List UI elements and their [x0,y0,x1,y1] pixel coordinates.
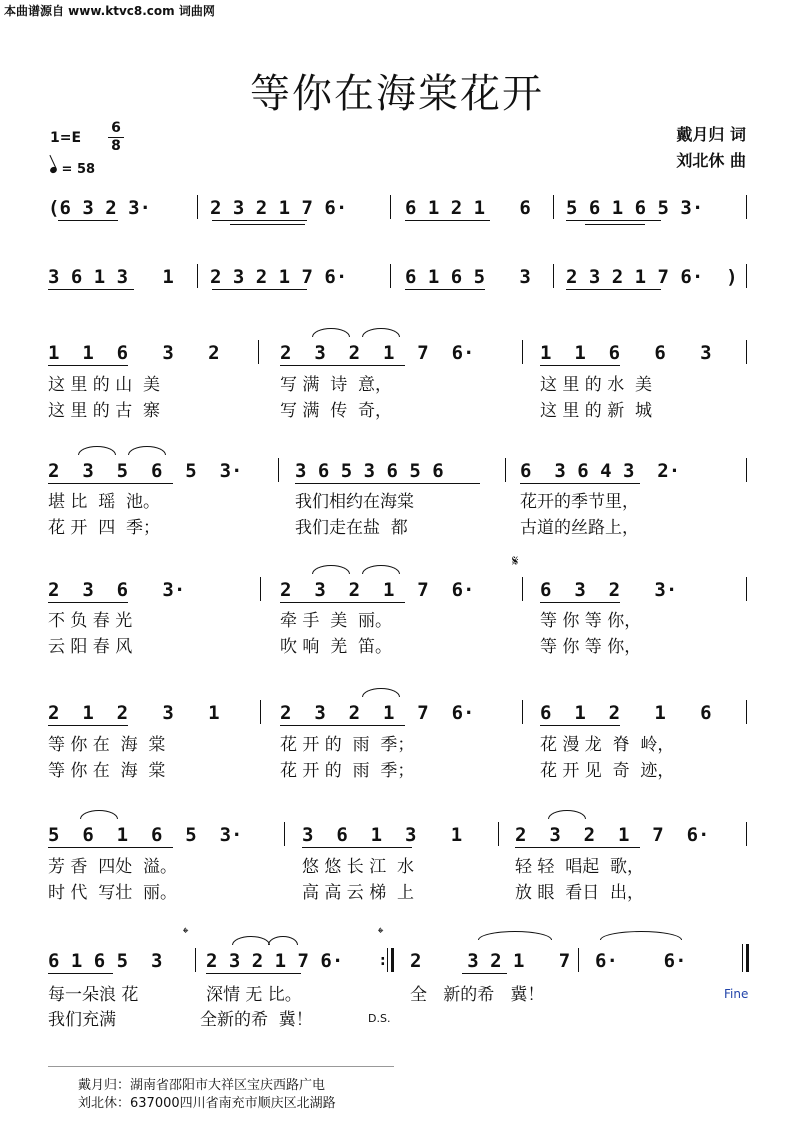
lyric-line-2: 我们走在盐 都 [295,518,408,538]
lyric-line-2: 全新的希 冀！ [200,1010,313,1030]
lyric-line-2: 等 你 在 海 棠 [48,761,166,781]
measure-notes: 2 3 2 1 7 6· [280,702,475,724]
bar-line [390,264,391,288]
slur [362,688,400,697]
bar-line [258,340,259,364]
lyric-line-1: 花 开 的 雨 季； [280,735,415,755]
lyric-line-1: 悠 悠 长 江 水 [302,857,415,877]
bar-line [278,458,279,482]
beam-line [405,289,485,290]
measure-notes: 3 6 1 3 1 [302,824,463,846]
bar-line [746,340,747,364]
bar-line [746,195,747,219]
beam-line [48,365,128,366]
lyric-line-2: 花 开 的 雨 季； [280,761,415,781]
lyricist-credit: 戴月归 词 [676,125,746,144]
beam-line [280,602,405,603]
slur [268,936,298,945]
slur [312,328,350,337]
measure-notes: 2 3 2 1 7 6· [280,342,475,364]
lyric-line-1: 每一朵浪 花 [48,985,139,1005]
slur [232,936,270,945]
composer-address: 刘北休：637000四川省南充市顺庆区北湖路 [78,1096,336,1111]
measure-notes: 2 3 6 3· [48,579,186,601]
slur [128,446,166,455]
slur [548,810,586,819]
coda-icon: 𝄌 [378,924,384,942]
lyric-line-1: 深情 无 比。 [206,985,302,1005]
measure-notes: 2 1 2 3 1 [48,702,220,724]
bar-line [746,264,747,288]
ds-mark: D.S. [368,1012,391,1025]
tie [600,931,682,940]
measure-notes: 6 1 6 5 3 [405,266,531,288]
lyric-line-1: 这 里 的 水 美 [540,375,653,395]
measure-notes: 2 3 2 1 7 6· [280,579,475,601]
measure-notes: (6 3 2 3· [48,197,151,219]
measure-notes: 1 1 6 6 3 [540,342,712,364]
beam-line [212,289,307,290]
page-title: 等你在海棠花开 [250,71,544,117]
beam-line [206,973,301,974]
beam-line [48,725,128,726]
lyric-line-1: 等 你 等 你， [540,611,642,631]
lyric-line-1: 全 新的希 冀！ [410,985,545,1005]
lyric-line-2: 我们充满 [48,1010,116,1030]
measure-notes: 6 1 6 5 3 [48,950,163,972]
beam-line [280,725,405,726]
lyric-line-1: 花 漫 龙 脊 岭， [540,735,675,755]
beam-line [585,224,645,225]
lyric-line-2: 时 代 写壮 丽。 [48,883,178,903]
measure-notes: 2 3 5 6 5 3· [48,460,243,482]
slur [80,810,118,819]
bar-line [390,195,391,219]
bar-line [746,822,747,846]
measure-notes: 2 3 2 1 7 [410,950,571,972]
beam-line [48,602,128,603]
lyric-line-1: 轻 轻 唱起 歌， [515,857,645,877]
measure-notes: 2 3 2 1 7 6· [210,266,348,288]
lyric-line-1: 芳 香 四处 溢。 [48,857,178,877]
measure-notes: 1 1 6 3 2 [48,342,220,364]
bar-line [578,948,579,972]
bar-line [197,195,198,219]
bar-line [197,264,198,288]
tempo-mark [50,162,95,177]
beam-line [566,220,661,221]
measure-notes: 3 6 5 3 6 5 6 [295,460,444,482]
measure-notes: 5 6 1 6 5 3· [566,197,704,219]
source-text: 本曲谱源自 www.ktvc8.com 词曲网 [4,4,215,18]
bar-line [746,458,747,482]
bar-line [260,700,261,724]
beam-line [405,220,490,221]
lyric-line-1: 我们相约在海棠 [295,492,414,512]
time-numerator: 6 [111,120,121,136]
slur [78,446,116,455]
measure-notes: 6 3 6 4 3 2· [520,460,681,482]
beam-line [540,602,620,603]
beam-line [48,483,173,484]
bar-line [746,577,747,601]
bar-line [505,458,506,482]
lyric-line-2: 古道的丝路上， [520,518,639,538]
slur [362,565,400,574]
lyric-line-1: 不 负 春 光 [48,611,133,631]
lyric-line-1: 牵 手 美 丽。 [280,611,393,631]
slur [478,931,552,940]
lyric-line-2: 这 里 的 古 寨 [48,401,161,421]
lyric-line-2: 高 高 云 梯 上 [302,883,415,903]
measure-notes: 6· 6· [595,950,687,972]
key-signature: 1=E [50,130,82,146]
time-denominator: 8 [111,138,121,154]
beam-line [48,847,173,848]
lyric-line-2: 这 里 的 新 城 [540,401,653,421]
bar-line [284,822,285,846]
final-bar-line [746,944,749,972]
measure-notes: 3 6 1 3 1 [48,266,174,288]
coda-icon: 𝄌 [183,924,189,942]
lyric-line-1: 写 满 诗 意， [280,375,393,395]
lyric-line-2: 花 开 四 季； [48,518,161,538]
lyric-line-1: 这 里 的 山 美 [48,375,161,395]
bar-line [522,340,523,364]
bar-line [260,577,261,601]
bar-line [553,195,554,219]
measure-notes: 6 3 2 3· [540,579,678,601]
final-bar-line [742,944,743,972]
beam-line [48,973,113,974]
measure-notes: 5 6 1 6 5 3· [48,824,243,846]
lyric-line-2: 云 阳 春 风 [48,637,133,657]
measure-notes: 2 3 2 1 7 6· ) [566,266,738,288]
bar-line [553,264,554,288]
time-signature [108,121,124,154]
lyric-line-2: 放 眼 看日 出， [515,883,645,903]
beam-line [48,289,134,290]
bar-line [498,822,499,846]
bar-line [522,577,523,601]
repeat-bar-line [391,948,394,972]
beam-line [566,289,661,290]
tempo-value: = 58 [61,162,96,177]
bar-line [195,948,196,972]
divider [48,1066,394,1067]
beam-line [302,847,412,848]
bar-line [387,948,388,972]
measure-notes: 6 1 2 1 6 [405,197,531,219]
bar-line [746,700,747,724]
bar-line [522,700,523,724]
beam-line [520,483,640,484]
beam-line [462,973,507,974]
composer-credit: 刘北休 曲 [676,151,746,170]
fine-mark: Fine [724,987,749,1001]
beam-line [540,725,620,726]
lyric-line-1: 等 你 在 海 棠 [48,735,166,755]
beam-line [540,365,620,366]
beam-line [295,483,480,484]
lyricist-address: 戴月归：湖南省邵阳市大祥区宝庆西路广电 [78,1078,326,1093]
lyric-line-2: 等 你 等 你， [540,637,642,657]
lyric-line-2: 吹 响 羌 笛。 [280,637,393,657]
beam-line [212,220,307,221]
slur [362,328,400,337]
quarter-note-icon [49,166,58,174]
segno-icon: 𝄋 [512,552,519,570]
lyric-line-2: 花 开 见 奇 迹， [540,761,675,781]
measure-notes: 2 3 2 1 7 6· [515,824,710,846]
lyric-line-2: 写 满 传 奇， [280,401,393,421]
repeat-sign-icon: : [380,953,386,969]
measure-notes: 2 3 2 1 7 6· [210,197,348,219]
beam-line [58,220,118,221]
beam-line [230,224,305,225]
measure-notes: 2 3 2 1 7 6· [206,950,344,972]
measure-notes: 6 1 2 1 6 [540,702,712,724]
lyric-line-1: 堪 比 瑶 池。 [48,492,161,512]
slur [312,565,350,574]
beam-line [515,847,640,848]
lyric-line-1: 花开的季节里， [520,492,639,512]
beam-line [280,365,405,366]
